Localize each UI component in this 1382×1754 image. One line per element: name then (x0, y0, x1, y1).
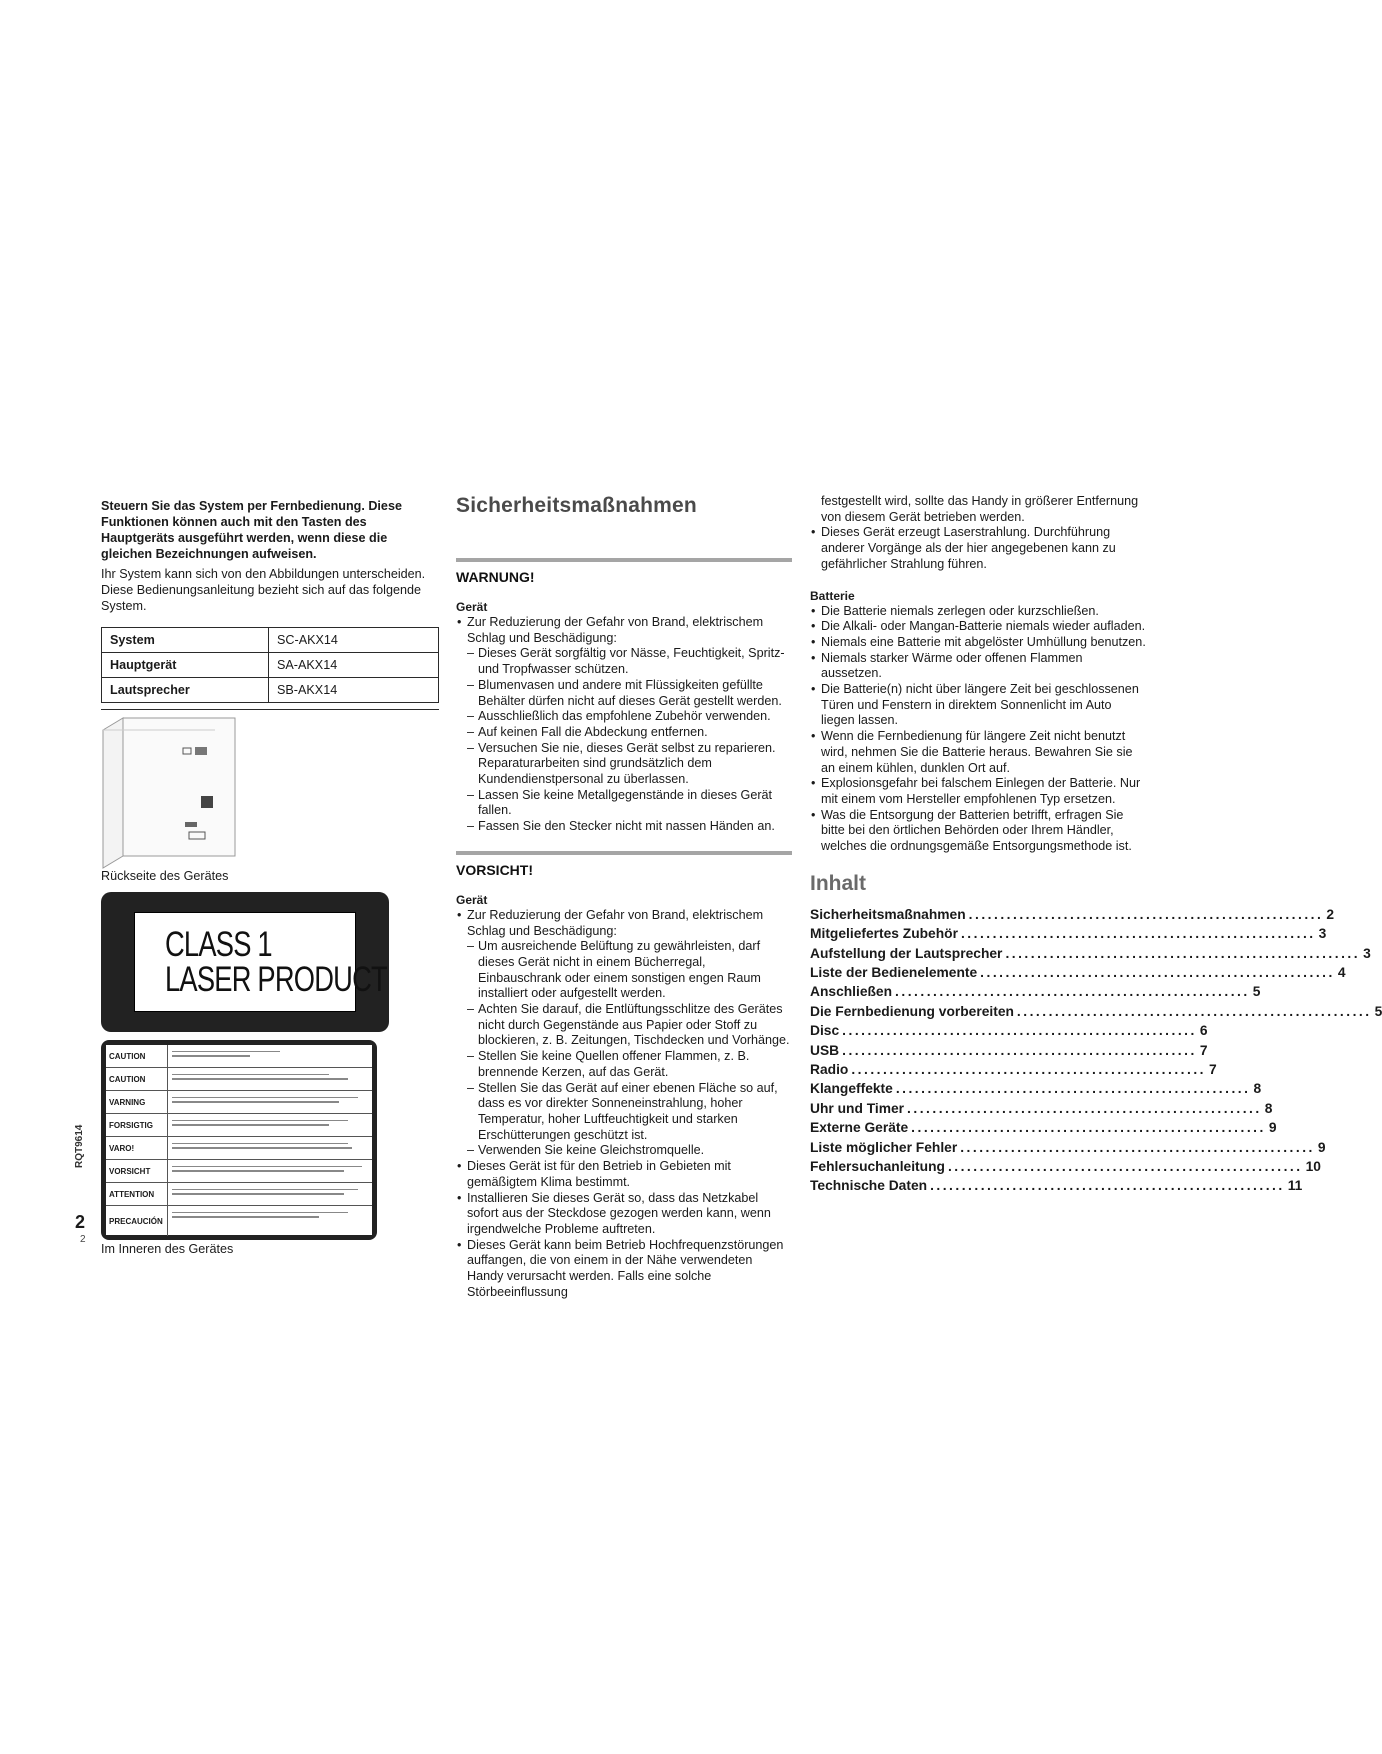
list-item: • Dieses Gerät kann beim Betrieb Hochfrequenzstörungen auffangen, die von einem in der Nähe verwendeten Handy verursacht werden. Falls eine solche Störbeeinflussung (456, 1238, 792, 1301)
toc-entry[interactable]: USB ........................................................ 7 (810, 1042, 1208, 1058)
list-item: • Installieren Sie dieses Gerät so, dass das Netzkabel sofort aus der Steckdose gezogen werden kann, wenn irgendwelche Probleme auftreten. (456, 1191, 792, 1238)
list-item: • Zur Reduzierung der Gefahr von Brand, elektrischem Schlag und Beschädigung: – Dieses Gerät sorgfältig vor Nässe, Feuchtigkeit, Spritz- und Tropfwasser schützen. – Blumenvasen und andere mit Flüssigkeiten gefüllte Behälter dürfen nicht auf dieses Gerät gestellt werden. – Ausschließlich das empfohlene Zubehör verwenden. – Auf keinen Fall die Abdeckung entfernen. – Versuchen Sie nie, dieses Gerät selbst zu reparieren. Reparaturarbeiten sind grundsätzlich dem Kundendienstpersonal zu überlassen. – Lassen Sie keine Metallgegenstände in dieses Gerät fallen. – Fassen Sie den Stecker nicht mit nassen Händen an. (456, 615, 792, 835)
toc-entry[interactable]: Radio ........................................................ 7 (810, 1062, 1217, 1078)
list-item: • Die Batterie(n) nicht über längere Zeit bei geschlossenen Türen und Fenstern in direktem Sonnenlicht im Auto liegen lassen. (810, 682, 1146, 729)
toc-entry[interactable]: Aufstellung der Lautsprecher ........................................................ 3 (810, 945, 1371, 961)
list-item: – Um ausreichende Belüftung zu gewährleisten, darf dieses Gerät nicht in einem Bücherregal, Einbauschrank oder einem sonstigen engen Raum installiert oder aufgestellt werden. (467, 939, 792, 1002)
toc-entry[interactable]: Klangeffekte ........................................................ 8 (810, 1081, 1262, 1097)
warning-heading: WARNUNG! (456, 569, 535, 585)
battery-list (810, 604, 1146, 855)
laser-class-line1: CLASS 1 (165, 925, 272, 964)
caution-group-heading: Gerät (456, 892, 488, 907)
toc-entry[interactable]: Die Fernbedienung vorbereiten ........................................................ 5 (810, 1003, 1382, 1019)
toc-title: Inhalt (810, 871, 866, 895)
page-number: 2 (75, 1212, 86, 1232)
list-item: – Stellen Sie das Gerät auf einer ebenen Fläche so auf, dass es vor direkter Sonneneinstrahlung, hoher Temperatur, hoher Luftfeuchtigkeit und starken Erschütterungen geschützt ist. (467, 1081, 792, 1144)
warning-list (456, 615, 792, 835)
table-of-contents (810, 905, 1382, 1196)
toc-entry[interactable]: Disc ........................................................ 6 (810, 1023, 1208, 1039)
device-rear-illustration (101, 718, 361, 868)
intro-text: Ihr System kann sich von den Abbildungen unterscheiden. Diese Bedienungsanleitung bezieht sich auf das folgende System. (101, 567, 426, 613)
laser-list (810, 525, 1146, 572)
intro-bold-text: Steuern Sie das System per Fernbedienung. Diese Funktionen können auch mit den Tasten des Hauptgeräts ausgeführt werden, wenn diese die gleichen Bezeichnungen aufweisen. (101, 499, 402, 561)
safety-column (456, 494, 792, 1300)
left-column (101, 494, 441, 1257)
warning-row: CAUTION (106, 1045, 372, 1068)
system-table (101, 627, 439, 703)
list-item: – Stellen Sie keine Quellen offener Flammen, z. B. brennende Kerzen, auf das Gerät. (467, 1049, 792, 1080)
list-item: – Lassen Sie keine Metallgegenstände in dieses Gerät fallen. (467, 788, 792, 819)
inside-caption: Im Inneren des Gerätes (101, 1242, 234, 1256)
toc-entry[interactable]: Uhr und Timer ........................................................ 8 (810, 1100, 1273, 1116)
continuation-text: festgestellt wird, sollte das Handy in größerer Entfernung von diesem Gerät betrieben werden. (821, 494, 1139, 524)
list-item: • Was die Entsorgung der Batterien betrifft, erfragen Sie bitte bei den örtlichen Behörden oder Ihrem Händler, welches die ordnungsgemäße Entsorgungsmethode ist. (810, 808, 1146, 855)
speaker-value: SB-AKX14 (269, 678, 439, 703)
warning-row: FORSIGTIG (106, 1114, 372, 1137)
list-item: • Die Batterie niemals zerlegen oder kurzschließen. (810, 604, 1146, 620)
toc-entry[interactable]: Mitgeliefertes Zubehör ........................................................ 3 (810, 926, 1327, 942)
warning-row: VORSICHT (106, 1160, 372, 1183)
toc-entry[interactable]: Sicherheitsmaßnahmen ........................................................ 2 (810, 906, 1335, 922)
toc-entry[interactable]: Liste der Bedienelemente ........................................................ 4 (810, 964, 1346, 980)
warning-row: VARNING (106, 1091, 372, 1114)
main-unit-label: Hauptgerät (102, 653, 269, 678)
list-item: – Verwenden Sie keine Gleichstromquelle. (467, 1143, 792, 1159)
system-label: System (102, 628, 269, 653)
list-item: – Fassen Sie den Stecker nicht mit nassen Händen an. (467, 819, 792, 835)
list-item: • Dieses Gerät erzeugt Laserstrahlung. Durchführung anderer Vorgänge als der hier angegebenen kann zu gefährlicher Strahlung führen. (810, 525, 1146, 572)
rear-caption: Rückseite des Gerätes (101, 869, 229, 883)
table-row (102, 678, 439, 703)
main-unit-value: SA-AKX14 (269, 653, 439, 678)
toc-entry[interactable]: Externe Geräte ........................................................ 9 (810, 1120, 1277, 1136)
toc-entry[interactable]: Technische Daten ........................................................ 11 (810, 1178, 1303, 1194)
list-item: • Niemals starker Wärme oder offenen Flammen aussetzen. (810, 651, 1146, 682)
list-item: – Ausschließlich das empfohlene Zubehör verwenden. (467, 709, 792, 725)
caution-rule (456, 851, 792, 855)
toc-entry[interactable]: Fehlersuchanleitung ........................................................ 10 (810, 1159, 1321, 1175)
document-code: RQT9614 (74, 1124, 85, 1168)
table-row (102, 653, 439, 678)
warning-row: VARO! (106, 1137, 372, 1160)
safety-title: Sicherheitsmaßnahmen (456, 494, 697, 517)
system-value: SC-AKX14 (269, 628, 439, 653)
toc-entry[interactable]: Anschließen ........................................................ 5 (810, 984, 1261, 1000)
page-number-small: 2 (80, 1234, 86, 1245)
laser-warning-label (101, 1040, 377, 1240)
warning-row: ATTENTION (106, 1183, 372, 1206)
list-item: • Wenn die Fernbedienung für längere Zeit nicht benutzt wird, nehmen Sie die Batterie heraus. Bewahren Sie sie an einem kühlen, dunklen Ort auf. (810, 729, 1146, 776)
list-item: – Auf keinen Fall die Abdeckung entfernen. (467, 725, 792, 741)
list-item: – Achten Sie darauf, die Entlüftungsschlitze des Gerätes nicht durch Gegenstände aus Papier oder Stoff zu blockieren, z. B. Zeitungen, Tischdecken und Vorhänge. (467, 1002, 792, 1049)
list-item: • Niemals eine Batterie mit abgelöster Umhüllung benutzen. (810, 635, 1146, 651)
list-item: – Dieses Gerät sorgfältig vor Nässe, Feuchtigkeit, Spritz- und Tropfwasser schützen. (467, 646, 792, 677)
toc-entry[interactable]: Liste möglicher Fehler ........................................................ 9 (810, 1139, 1326, 1155)
laser-class-label (101, 892, 389, 1032)
warning-row: CAUTION (106, 1068, 372, 1091)
table-bottom-rule (101, 709, 439, 710)
right-column (810, 494, 1382, 1196)
warning-row: PRECAUCIÓN (106, 1206, 372, 1236)
speaker-label: Lautsprecher (102, 678, 269, 703)
list-item: • Dieses Gerät ist für den Betrieb in Gebieten mit gemäßigtem Klima bestimmt. (456, 1159, 792, 1190)
list-item: – Blumenvasen und andere mit Flüssigkeiten gefüllte Behälter dürfen nicht auf dieses Gerät gestellt werden. (467, 678, 792, 709)
list-item: – Versuchen Sie nie, dieses Gerät selbst zu reparieren. Reparaturarbeiten sind grundsätzlich dem Kundendienstpersonal zu überlassen. (467, 741, 792, 788)
list-item: • Zur Reduzierung der Gefahr von Brand, elektrischem Schlag und Beschädigung: – Um ausreichende Belüftung zu gewährleisten, darf dieses Gerät nicht in einem Bücherregal, Einbauschrank oder einem sonstigen engen Raum installiert oder aufgestellt werden. – Achten Sie darauf, die Entlüftungsschlitze des Gerätes nicht durch Gegenstände aus Papier oder Stoff zu blockieren, z. B. Zeitungen, Tischdecken und Vorhänge. – Stellen Sie keine Quellen offener Flammen, z. B. brennende Kerzen, auf das Gerät. – Stellen Sie das Gerät auf einer ebenen Fläche so auf, dass es vor direkter Sonneneinstrahlung, hoher Temperatur, hoher Luftfeuchtigkeit und starken Erschütterungen geschützt ist. – Verwenden Sie keine Gleichstromquelle. (456, 908, 792, 1159)
warning-group-heading: Gerät (456, 600, 488, 614)
battery-heading: Batterie (810, 588, 855, 603)
list-item: • Die Alkali- oder Mangan-Batterie niemals wieder aufladen. (810, 619, 1146, 635)
table-row (102, 628, 439, 653)
warning-rule (456, 558, 792, 562)
caution-list (456, 908, 792, 1301)
list-item: • Explosionsgefahr bei falschem Einlegen der Batterie. Nur mit einem vom Hersteller empfohlenen Typ ersetzen. (810, 776, 1146, 807)
caution-heading: VORSICHT! (456, 861, 533, 878)
laser-class-line2: LASER PRODUCT (165, 960, 387, 999)
